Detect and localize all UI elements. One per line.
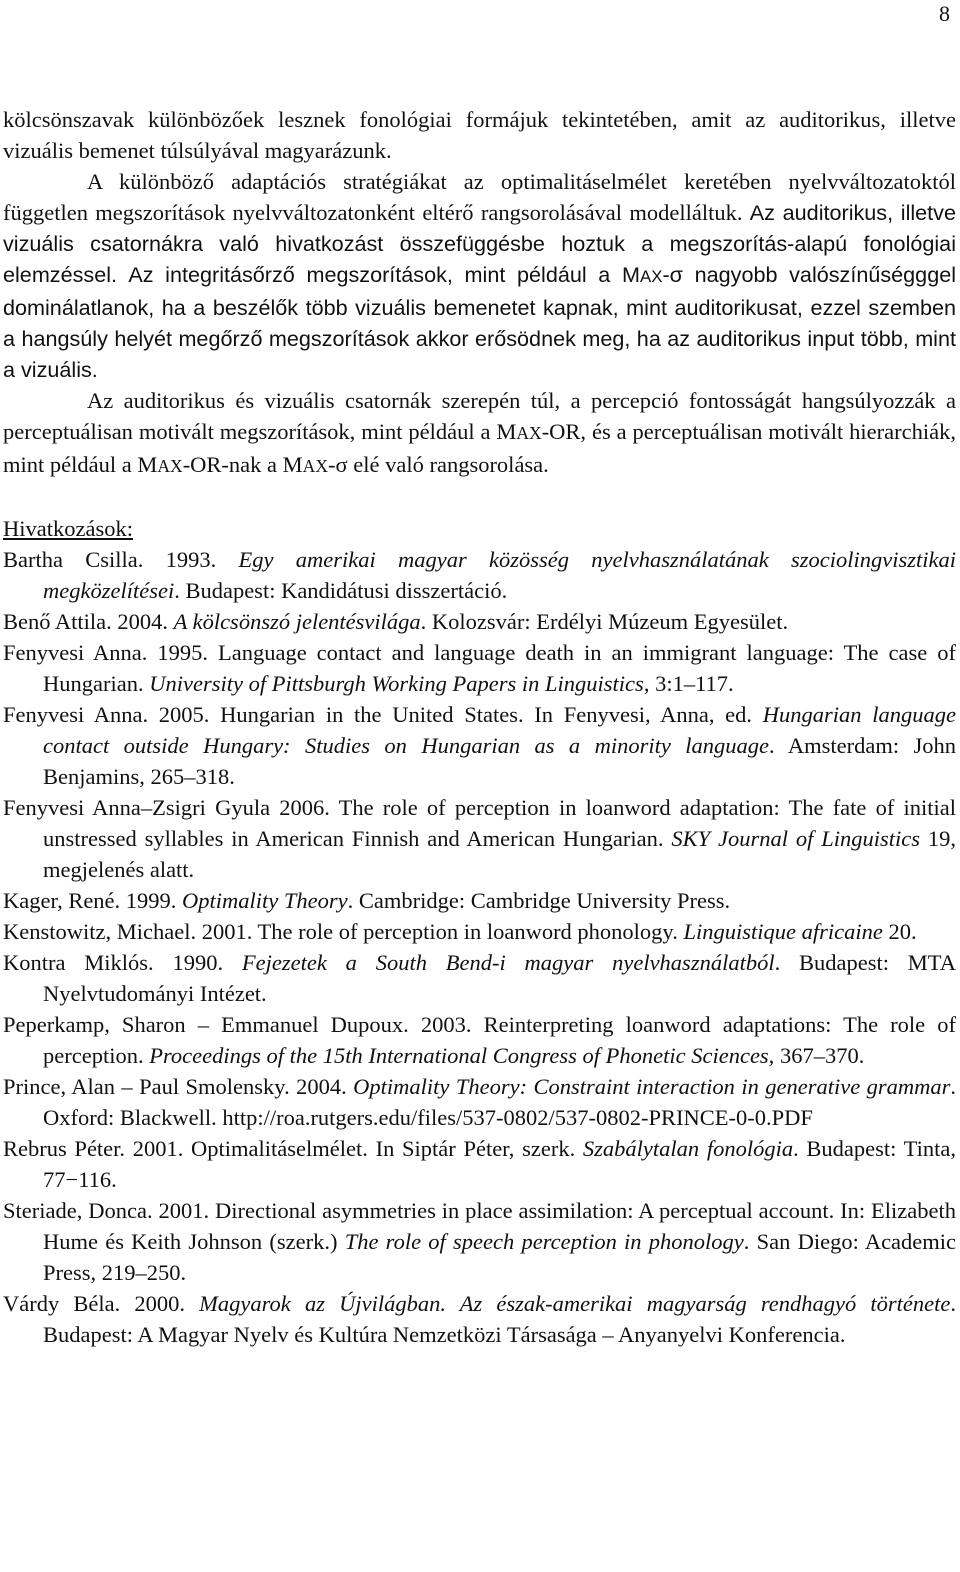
- reference-item: Fenyvesi Anna. 1995. Language contact and language death in an immigrant language: The case of Hungarian. University of Pittsburgh Working Papers in Linguistics, 3:1–117.: [3, 640, 956, 696]
- reference-item: Kontra Miklós. 1990. Fejezetek a South Bend-i magyar nyelvhasználatból. Budapest: MTA Nyelvtudományi Intézet.: [3, 950, 956, 1006]
- references-heading: Hivatkozások:: [3, 516, 133, 541]
- paragraph-continuation: kölcsönszavak különbözőek lesznek fonológiai formájuk tekintetében, amit az auditorikus, illetve vizuális bemenet túlsúlyával magyarázunk.: [3, 107, 956, 163]
- paragraph-summary-sentence-2: Az auditorikus, illetve vizuális csatornákra való hivatkozást összefüggésbe hoztuk a megszorítás-alapú fonológiai elemzéssel.: [3, 200, 956, 287]
- paragraph-summary-sentence-3: Az integritásőrző megszorítások, mint például a MAX-σ nagyobb valószínűségggel dominálatlanok, ha a beszélők több vizuális bemenetet kapnak, mint auditorikusat, ezzel szemben a hangsúly helyét megőrző megszorítások akkor erősödnek meg, ha az auditorikus input több, mint a vizuális.: [3, 262, 957, 382]
- paragraph-summary: [3, 166, 956, 385]
- reference-item: Bartha Csilla. 1993. Egy amerikai magyar közösség nyelvhasználatának szociolingvisztikai megközelítései. Budapest: Kandidátusi disszertáció.: [3, 547, 956, 603]
- reference-item: Kenstowitz, Michael. 2001. The role of perception in loanword phonology. Linguistique africaine 20.: [3, 919, 917, 944]
- reference-item: Benő Attila. 2004. A kölcsönszó jelentésvilága. Kolozsvár: Erdélyi Múzeum Egyesület.: [3, 609, 789, 634]
- reference-item: Prince, Alan – Paul Smolensky. 2004. Optimality Theory: Constraint interaction in generative grammar. Oxford: Blackwell. http://roa.rutgers.edu/files/537-0802/537-0802-PRINCE-0-0.PDF: [3, 1074, 957, 1130]
- reference-list: [3, 544, 956, 1350]
- reference-item: Steriade, Donca. 2001. Directional asymmetries in place assimilation: A perceptual account. In: Elizabeth Hume és Keith Johnson (szerk.) The role of speech perception in phonology. San Diego: Academic Press, 219–250.: [3, 1198, 957, 1285]
- reference-item: Rebrus Péter. 2001. Optimalitáselmélet. In Siptár Péter, szerk. Szabálytalan fonológia. Budapest: Tinta, 77−116.: [3, 1136, 957, 1192]
- page-number: 8: [939, 1, 950, 26]
- reference-item: Fenyvesi Anna. 2005. Hungarian in the United States. In Fenyvesi, Anna, ed. Hungarian language contact outside Hungary: Studies on Hungarian as a minority language. Amsterdam: John Benjamins, 265–318.: [3, 702, 956, 789]
- paragraph-perception: Az auditorikus és vizuális csatornák szerepén túl, a percepció fontosságát hangsúlyozzák a perceptuálisan motivált megszorítások, mint például a MAX-OR, és a perceptuálisan motivált hierarchiák, mint például a MAX-OR-nak a MAX-σ elé való rangsorolása.: [3, 388, 956, 477]
- paragraph-summary-sentence-1: A különböző adaptációs stratégiákat az optimalitáselmélet keretében nyelvváltozatoktól független megszorítások nyelvváltozatonként eltérő rangsorolásával modelláltuk.: [3, 169, 956, 225]
- page-body: [3, 104, 956, 1350]
- reference-item: Várdy Béla. 2000. Magyarok az Újvilágban. Az észak-amerikai magyarság rendhagyó története. Budapest: A Magyar Nyelv és Kultúra Nemzetközi Társasága – Anyanyelvi Konferencia.: [3, 1291, 956, 1347]
- reference-item: Kager, René. 1999. Optimality Theory. Cambridge: Cambridge University Press.: [3, 888, 731, 913]
- reference-item: Fenyvesi Anna–Zsigri Gyula 2006. The role of perception in loanword adaptation: The fate of initial unstressed syllables in American Finnish and American Hungarian. SKY Journal of Linguistics 19, megjelenés alatt.: [3, 795, 957, 882]
- reference-item: Peperkamp, Sharon – Emmanuel Dupoux. 2003. Reinterpreting loanword adaptations: The role of perception. Proceedings of the 15th International Congress of Phonetic Sciences, 367–370.: [3, 1012, 956, 1068]
